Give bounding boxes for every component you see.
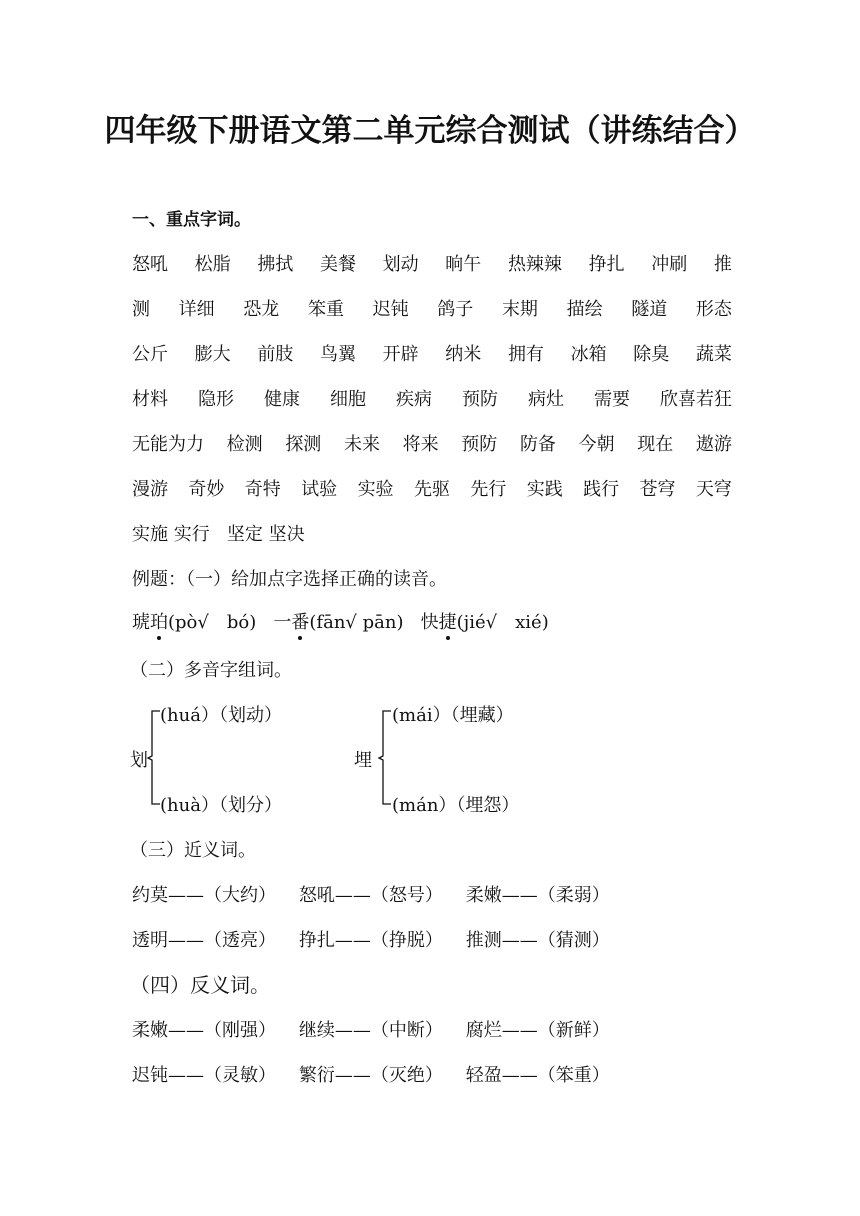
vocab-word: 形态: [695, 299, 732, 320]
polyphone-char: 埋: [354, 750, 372, 771]
reading-word-1: 琥珀(pò√ bó): [132, 612, 256, 633]
polyphone-reading-bottom: (huà）（划分）: [160, 795, 282, 816]
polyphone-heading: （二）多音字组词。: [130, 660, 292, 681]
polyphone-reading-top: (mái）（埋藏）: [392, 705, 514, 726]
vocab-word: 恐龙: [243, 299, 280, 320]
vocab-word: 美餐: [319, 254, 356, 275]
vocab-word: 蔬菜: [695, 344, 732, 365]
synonym-row: [132, 926, 610, 952]
vocab-line: [132, 250, 732, 276]
vocab-word: 检测: [226, 434, 263, 455]
section-heading-key-words: 一、重点字词。: [132, 210, 251, 230]
vocab-word: 怒吼: [132, 254, 168, 275]
dotted-char: 捷: [439, 608, 457, 634]
vocab-word: 拥有: [507, 344, 544, 365]
vocab-word: 鸟翼: [319, 344, 356, 365]
vocab-word: 奇妙: [188, 479, 225, 500]
vocab-word: 划动: [382, 254, 419, 275]
dotted-char: 番: [291, 608, 309, 634]
polyphone-reading-bottom: (mán）（埋怨）: [392, 795, 520, 816]
vocab-word: 推: [713, 254, 732, 275]
vocab-word: 坚定: [226, 524, 263, 545]
vocab-word: 需要: [594, 389, 630, 410]
vocab-word: 预防: [461, 434, 498, 455]
reading-line: [132, 608, 549, 634]
vocab-word: 开辟: [382, 344, 419, 365]
reading-word-2: 一番(fān√ pān): [273, 612, 403, 633]
vocab-word: 隧道: [631, 299, 668, 320]
vocab-word: 松脂: [194, 254, 231, 275]
vocab-word: 末期: [501, 299, 538, 320]
reading-word-3: 快捷(jié√ xié): [421, 612, 549, 633]
synonym-pair: 推测——（猜测）: [465, 930, 610, 951]
polyphone-reading-top: (huá）（划动）: [160, 705, 282, 726]
vocab-word: 热辣辣: [507, 254, 562, 275]
vocab-word: 疾病: [396, 389, 432, 410]
vocab-word: 详细: [178, 299, 215, 320]
vocab-word: 天穹: [695, 479, 732, 500]
vocab-word: 将来: [402, 434, 439, 455]
vocab-word: 公斤: [132, 344, 168, 365]
dotted-char: 珀: [150, 608, 168, 634]
synonym-row: [132, 881, 610, 907]
vocab-word: 测: [132, 299, 150, 320]
example-heading: 例题：（一）给加点字选择正确的读音。: [132, 569, 447, 590]
synonym-pair: 约莫——（大约）: [132, 885, 276, 906]
polyphone-char: 划: [130, 750, 148, 771]
vocab-word: 除臭: [633, 344, 670, 365]
vocab-word: 实行: [173, 524, 210, 545]
vocab-word: 鸽子: [437, 299, 474, 320]
vocab-word: 隐形: [198, 389, 234, 410]
antonym-pair: 轻盈——（笨重）: [465, 1065, 610, 1086]
vocab-word: 冲刷: [651, 254, 688, 275]
antonym-row: [132, 1016, 610, 1042]
synonym-pair: 透明——（透亮）: [132, 930, 276, 951]
vocab-word: 现在: [637, 434, 674, 455]
vocab-word: 欣喜若狂: [660, 389, 732, 410]
vocab-word: 材料: [132, 389, 168, 410]
vocab-word: 探测: [285, 434, 322, 455]
vocab-word: 实施: [132, 524, 168, 545]
vocab-line: [132, 295, 732, 321]
synonym-pair: 怒吼——（怒号）: [298, 885, 443, 906]
vocab-word: 未来: [343, 434, 380, 455]
brace-icon: [377, 710, 393, 806]
vocab-word: 冰箱: [570, 344, 607, 365]
vocab-word: 漫游: [132, 479, 168, 500]
vocab-word: 践行: [583, 479, 620, 500]
vocab-word: 无能为力: [132, 434, 204, 455]
antonym-row: [132, 1061, 610, 1087]
antonym-pair: 继续——（中断）: [298, 1020, 443, 1041]
vocab-word: 奇特: [244, 479, 281, 500]
vocab-word: 病灶: [528, 389, 564, 410]
antonym-pair: 腐烂——（新鲜）: [465, 1020, 610, 1041]
vocab-word: 实践: [526, 479, 563, 500]
vocab-word: 迟钝: [372, 299, 409, 320]
vocab-word: 纳米: [445, 344, 482, 365]
vocab-word: 试验: [301, 479, 338, 500]
vocab-word: 先行: [470, 479, 507, 500]
vocab-word: 笨重: [307, 299, 344, 320]
vocab-line: [132, 340, 732, 366]
vocab-word: 膨大: [194, 344, 231, 365]
vocab-word: 前肢: [257, 344, 294, 365]
vocab-word: 描绘: [566, 299, 603, 320]
vocab-word: 防备: [519, 434, 556, 455]
vocab-word: 苍穹: [639, 479, 676, 500]
antonym-heading: （四）反义词。: [130, 973, 270, 997]
antonym-pair: 繁衍——（灭绝）: [298, 1065, 443, 1086]
vocab-word: 晌午: [445, 254, 482, 275]
vocab-word: 实验: [357, 479, 394, 500]
antonym-pair: 迟钝——（灵敏）: [132, 1065, 276, 1086]
synonym-pair: 挣扎——（挣脱）: [298, 930, 443, 951]
page-title: 四年级下册语文第二单元综合测试（讲练结合）: [104, 113, 756, 149]
vocab-line: [132, 520, 305, 546]
vocab-line: [132, 475, 732, 501]
antonym-pair: 柔嫩——（刚强）: [132, 1020, 276, 1041]
synonym-heading: （三）近义词。: [130, 840, 256, 861]
vocab-word: 预防: [462, 389, 498, 410]
vocab-word: 细胞: [330, 389, 366, 410]
vocab-line: [132, 385, 732, 411]
vocab-word: 今朝: [578, 434, 615, 455]
vocab-word: 坚决: [268, 524, 305, 545]
vocab-word: 挣扎: [588, 254, 625, 275]
vocab-word: 健康: [264, 389, 300, 410]
vocab-word: 拂拭: [257, 254, 294, 275]
vocab-word: 先驱: [413, 479, 450, 500]
synonym-pair: 柔嫩——（柔弱）: [465, 885, 610, 906]
vocab-line: [132, 430, 732, 456]
vocab-word: 遨游: [695, 434, 732, 455]
